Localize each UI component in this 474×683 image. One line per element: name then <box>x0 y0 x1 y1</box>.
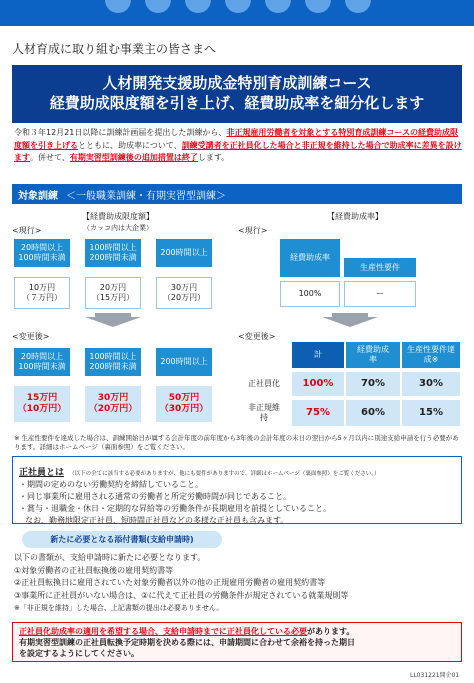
rates-heading: 【経費助成率】 <box>327 212 383 221</box>
rates-current-value: 100% <box>280 281 340 307</box>
limits-after-label: <変更後> <box>12 332 50 341</box>
bottom-notice: 正社員化助成率の適用を希望する場合、支給申請時までに正社員化している必要があります。 有期実習型訓練の正社員転換予定時期を決める際には、申請期間に合わせて余裕を持った期日 を設定するようにしてください。 <box>12 622 462 662</box>
limits-current-3: 30万円 （20万円） <box>156 277 212 309</box>
docs-item: ③事業所に正社員がいない場合は、②に代えて正社員の労働条件が規定されている就業規則等 <box>14 590 349 600</box>
seishain-box <box>12 456 462 524</box>
rates-current-header: 経費助成率 <box>280 239 340 277</box>
rates-row2-prod: 15% <box>402 400 460 426</box>
limits-arrow-icon <box>83 313 143 327</box>
rates-row1-prod: 30% <box>402 372 460 396</box>
limits-col-2: 100時間以上200時間未満 <box>85 239 141 267</box>
intro-paragraph: 令和３年12月21日以降に訓練計画届を提出した訓練から、非正規雇用労働者を対象とする特別育成訓練コースの経費助成限度額を引き上げるとともに、助成率について、訓練受講者を正社員化した場合と非正規を維持した場合で助成率に差異を設けます。併せて、有期実習型訓練後の追加措置は終了します。 <box>14 128 462 162</box>
limits-current-label: <現行> <box>12 226 42 235</box>
page-title-line2: 経費助成限度額を引き上げ、経費助成率を細分化します <box>49 94 425 112</box>
limits-heading: 【経費助成限度額】 <box>82 212 154 221</box>
docs-note: ※「非正規を維持」した場合、上記書類の提出は必要ありません。 <box>14 604 224 612</box>
target-bar: 対象訓練 ＜一般職業訓練・有期実習型訓練＞ <box>12 184 462 204</box>
footnote: ※ 生産性要件を達成した場合は、訓練開始日が属する会計年度の前年度から3年後の会計年度の末日の翌日から5ヶ月以内に別途支給申請を行う必要があります。詳細はホームページ（裏面参照）をご覧ください。 <box>14 434 459 451</box>
rates-row1-total: 100% <box>292 372 344 396</box>
docs-lead: 以下の書類が、支給申請時に新たに必要となります。 <box>14 553 206 562</box>
limits-col-1: 20時間以上100時間未満 <box>14 239 70 267</box>
audience-line: 人材育成に取り組む事業主の皆さまへ <box>12 42 217 56</box>
limits-after-3: 50万円 （30万円） <box>156 386 212 422</box>
docs-title: 新たに必要となる添付書類(支給申請時) <box>22 531 222 548</box>
rates-after-header-total: 計 <box>292 342 344 368</box>
rates-row-label-2: 非正規維持 <box>248 403 280 422</box>
header-pattern <box>0 0 474 26</box>
rates-after-header-rate: 経費助成率 <box>346 342 400 368</box>
seishain-item: ・期間の定めのない労働契約を締結していること。 <box>19 480 203 489</box>
limits-after-col-1: 20時間以上100時間未満 <box>14 348 70 376</box>
rates-after-header-prod: 生産性要件達成※ <box>402 342 460 368</box>
docs-item: ②正社員転換日に雇用されていた対象労働者以外の他の正規雇用労働者の雇用契約書等 <box>14 578 326 587</box>
limits-after-col-3: 200時間以上 <box>156 348 212 376</box>
limits-current-1: 10万円 （７万円） <box>14 277 70 309</box>
limits-after-1: 15万円 （10万円） <box>14 386 70 422</box>
docs-item: ①対象労働者の正社員転換後の雇用契約書等 <box>14 565 174 575</box>
rates-row2-total: 75% <box>292 400 344 426</box>
limits-col-3: 200時間以上 <box>156 239 212 267</box>
seishain-title: 正社員とは <box>19 468 65 478</box>
rates-after-label: <変更後> <box>238 332 276 341</box>
rates-current-sub: 生産性要件 <box>344 258 416 277</box>
docs-list <box>14 552 462 615</box>
title-band <box>12 65 462 123</box>
rates-current-label: <現行> <box>238 226 268 235</box>
rates-row1-rate: 70% <box>346 372 400 396</box>
rates-row-label-1: 正社員化 <box>248 379 280 389</box>
limits-current-2: 20万円 （15万円） <box>85 277 141 309</box>
limits-sub: （カッコ内は大企業） <box>83 224 153 232</box>
seishain-item: なお、勤務地限定正社員、短時間正社員などの多様な正社員も含みます。 <box>25 516 289 525</box>
limits-after-2: 30万円 （20万円） <box>85 386 141 422</box>
limits-after-col-2: 100時間以上200時間未満 <box>85 348 141 376</box>
rates-arrow-icon <box>320 313 380 327</box>
rates-row2-rate: 60% <box>346 400 400 426</box>
header-wave-decoration <box>0 0 474 26</box>
footer-code: LL031221開企01 <box>410 672 460 679</box>
seishain-note: （以下の全てに該当する必要がありますが、他にも要件がありますので、詳細はホームページ（裏面参照）をご覧ください。） <box>69 471 380 477</box>
page-title-line1: 人材開発支援助成金特別育成訓練コース <box>102 74 372 92</box>
rates-current-sub-value: ー <box>344 281 416 307</box>
seishain-item: ・賞与・退職金・休日・定期的な昇給等の労働条件が長期雇用を前提としていること。 <box>19 504 331 513</box>
seishain-item: ・同じ事業所に雇用される通常の労働者と所定労働時間が同じであること。 <box>19 492 291 501</box>
